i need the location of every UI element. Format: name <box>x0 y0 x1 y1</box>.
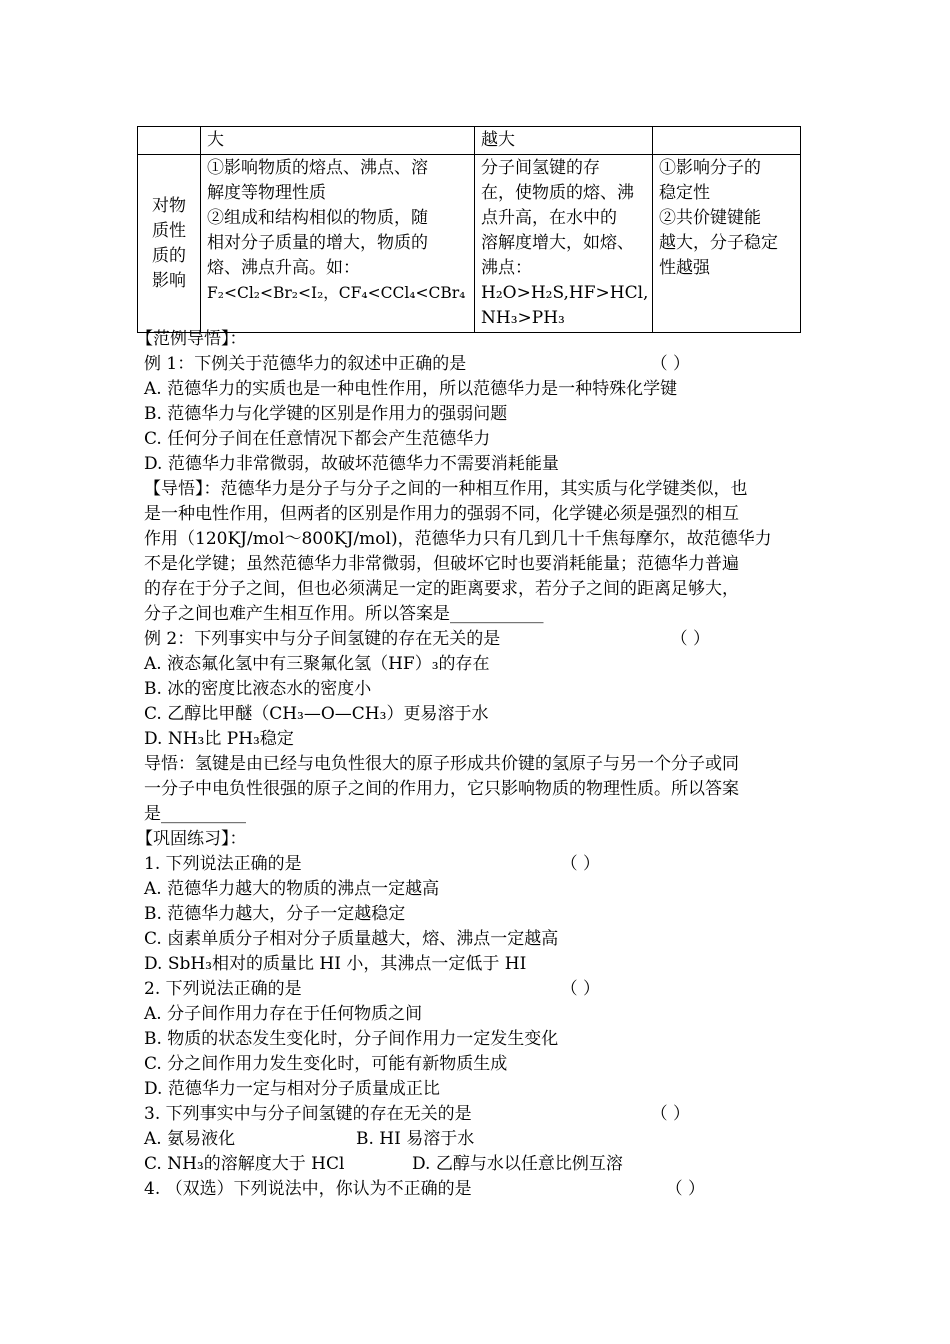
question-stem <box>144 852 810 877</box>
stem-text: 4. （双选）下列说法中，你认为不正确的是 <box>144 1179 472 1199</box>
option-row <box>144 1152 810 1177</box>
option-row <box>144 1127 810 1152</box>
guide-line: 分子之间也难产生相互作用。所以答案是___________ <box>144 604 544 624</box>
stem-text: 例 1：下例关于范德华力的叙述中正确的是 <box>144 354 467 374</box>
guide-line: 作用（120KJ/mol～800KJ/mol)，范德华力只有几到几十千焦每摩尔，故范德华力 <box>144 529 772 549</box>
option: C. NH₃的溶解度大于 HCl <box>144 1154 345 1174</box>
question-stem <box>144 1102 810 1127</box>
option: C. 分之间作用力发生变化时，可能有新物质生成 <box>144 1054 508 1074</box>
table-cell <box>653 155 801 333</box>
answer-paren: （ ） <box>670 629 710 649</box>
guide-line: 导悟：氢键是由已经与电负性很大的原子形成共价键的氢原子与另一个分子或同 <box>144 754 739 774</box>
row-label <box>138 155 201 333</box>
table-cell-empty <box>138 127 201 155</box>
option: B. 物质的状态发生变化时，分子间作用力一定发生变化 <box>144 1029 559 1049</box>
option: A. 范德华力的实质也是一种电性作用，所以范德华力是一种特殊化学键 <box>144 379 678 399</box>
cell-line: 解度等物理性质 <box>207 183 326 203</box>
cell-line: 点升高，在水中的 <box>481 208 617 228</box>
cell-line: 性越强 <box>659 258 710 278</box>
answer-paren: （ ） <box>650 1104 690 1124</box>
guide-line: 是__________ <box>144 804 246 824</box>
cell-line: ②组成和结构相似的物质，随 <box>207 208 428 228</box>
cell-line: 沸点： <box>481 258 532 278</box>
answer-paren: （ ） <box>650 354 690 374</box>
question-stem <box>144 352 810 377</box>
cell-line: 相对分子质量的增大，物质的 <box>207 233 428 253</box>
table-cell <box>475 155 653 333</box>
cell-line: 越大，分子稳定 <box>659 233 778 253</box>
cell-line: 在，使物质的熔、沸 <box>481 183 634 203</box>
section-title: 【范例导悟】： <box>136 329 247 349</box>
option: B. 范德华力与化学键的区别是作用力的强弱问题 <box>144 404 508 424</box>
guide-paragraph <box>144 477 810 627</box>
option: C. 乙醇比甲醚（CH₃—O—CH₃）更易溶于水 <box>144 704 489 724</box>
option: A. 范德华力越大的物质的沸点一定越高 <box>144 879 440 899</box>
answer-paren: （ ） <box>665 1179 705 1199</box>
option: D. 范德华力一定与相对分子质量成正比 <box>144 1079 440 1099</box>
table-cell <box>201 155 475 333</box>
option: C. 任何分子间在任意情况下都会产生范德华力 <box>144 429 491 449</box>
stem-text: 1. 下列说法正确的是 <box>144 854 302 874</box>
cell-line: 熔、沸点升高。如： <box>207 258 360 278</box>
document-body <box>136 327 810 1202</box>
stem-text: 3. 下列事实中与分子间氢键的存在无关的是 <box>144 1104 472 1124</box>
option: C. 卤素单质分子相对分子质量越大，熔、沸点一定越高 <box>144 929 559 949</box>
row-label-text: 对物质性质的影响 <box>152 195 186 291</box>
comparison-table <box>137 126 801 333</box>
option: D. 乙醇与水以任意比例互溶 <box>412 1154 623 1174</box>
option: A. 氨易液化 <box>144 1129 236 1149</box>
question-stem <box>144 627 810 652</box>
option: D. 范德华力非常微弱，故破坏范德华力不需要消耗能量 <box>144 454 559 474</box>
guide-line: 不是化学键；虽然范德华力非常微弱，但破坏它时也要消耗能量；范德华力普遍 <box>144 554 739 574</box>
option: B. 冰的密度比液态水的密度小 <box>144 679 372 699</box>
question-stem <box>144 1177 810 1202</box>
guide-line: 一分子中电负性很强的原子之间的作用力，它只影响物质的物理性质。所以答案 <box>144 779 739 799</box>
table-cell: 越大 <box>475 127 653 155</box>
table-cell: 大 <box>201 127 475 155</box>
cell-line: 分子间氢键的存 <box>481 158 600 178</box>
guide-line: 【导悟】：范德华力是分子与分子之间的一种相互作用，其实质与化学键类似，也 <box>144 479 748 499</box>
option: A. 分子间作用力存在于任何物质之间 <box>144 1004 423 1024</box>
cell-line: ①影响物质的熔点、沸点、溶 <box>207 158 428 178</box>
cell-line: ①影响分子的 <box>659 158 761 178</box>
table-row <box>138 155 801 333</box>
cell-formula: H₂O>H₂S,HF>HCl, <box>481 283 649 303</box>
cell-line: 溶解度增大，如熔、 <box>481 233 634 253</box>
option: B. 范德华力越大，分子一定越稳定 <box>144 904 406 924</box>
guide-paragraph <box>144 752 810 827</box>
option: D. SbH₃相对的质量比 HI 小，其沸点一定低于 HI <box>144 954 527 974</box>
guide-line: 是一种电性作用，但两者的区别是作用力的强弱不同，化学键必须是强烈的相互 <box>144 504 739 524</box>
cell-formula: NH₃>PH₃ <box>481 308 565 328</box>
stem-text: 例 2：下列事实中与分子间氢键的存在无关的是 <box>144 629 501 649</box>
cell-formula: F₂<Cl₂<Br₂<I₂，CF₄<CCl₄<CBr₄ <box>207 284 466 302</box>
answer-paren: （ ） <box>560 854 600 874</box>
table-cell <box>653 127 801 155</box>
option: A. 液态氟化氢中有三聚氟化氢（HF）₃的存在 <box>144 654 490 674</box>
guide-line: 的存在于分子之间，但也必须满足一定的距离要求，若分子之间的距离足够大， <box>144 579 739 599</box>
section-title: 【巩固练习】： <box>136 829 247 849</box>
cell-line: 稳定性 <box>659 183 710 203</box>
option: B. HI 易溶于水 <box>356 1129 475 1149</box>
table-row <box>138 127 801 155</box>
question-stem <box>144 977 810 1002</box>
option: D. NH₃比 PH₃稳定 <box>144 729 294 749</box>
answer-paren: （ ） <box>560 979 600 999</box>
stem-text: 2. 下列说法正确的是 <box>144 979 302 999</box>
cell-line: ②共价键键能 <box>659 208 761 228</box>
